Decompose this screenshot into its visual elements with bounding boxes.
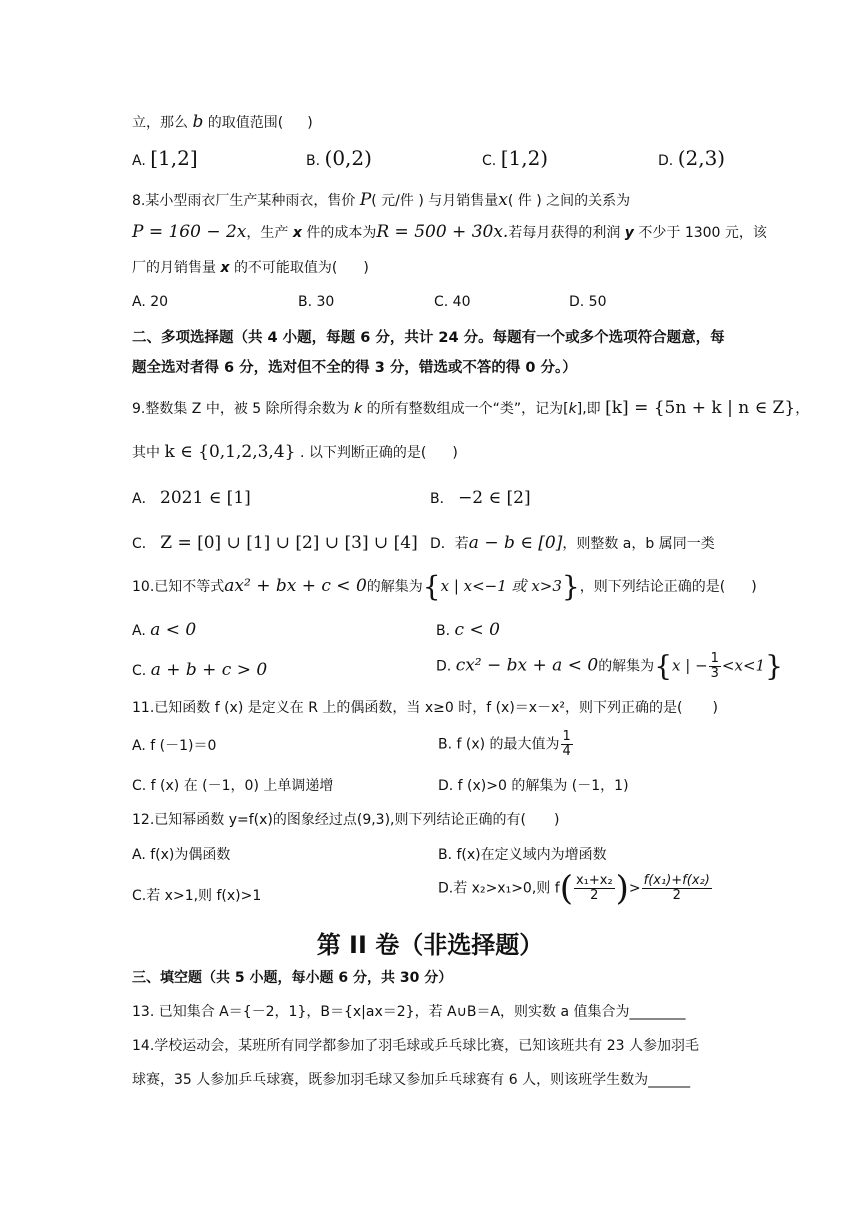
q12-text: 12.已知幂函数 y=f(x)的图象经过点(9,3),则下列结论正确的有(	[132, 812, 526, 828]
q10-option-formula: a < 0	[150, 620, 197, 640]
q8-text: 件的成本为	[306, 225, 377, 241]
q8-line1	[132, 190, 630, 211]
q11-stem	[132, 698, 718, 718]
q9-var-k: k	[568, 401, 577, 417]
q10-brace-right: }	[561, 570, 580, 603]
q11-option-text: B. f (x) 的最大值为	[438, 736, 560, 753]
q7-stem	[132, 112, 313, 133]
q8-text: 不少于 1300 元，该	[638, 225, 767, 241]
q11-option-c: C. f (x) 在 (－1，0) 上单调递增	[132, 778, 334, 794]
q8-option-d: D. 50	[569, 294, 607, 310]
fraction-denominator: 4	[562, 744, 571, 759]
q8-var-x: x	[292, 225, 302, 241]
q7-option-b	[306, 148, 372, 171]
q10-option-label: D.	[436, 658, 452, 675]
fraction-denominator: 2	[590, 888, 599, 903]
q13-text: 13. 已知集合 A＝{－2，1}，B＝{x|ax＝2}，若 A∪B＝A，则实数 a 值集合为________	[132, 1004, 686, 1020]
q10-text: ，则下列结论正确的是(	[579, 579, 726, 595]
q12-option-b: B. f(x)在定义域内为增函数	[438, 847, 607, 863]
q12-option-a: A. f(x)为偶函数	[132, 847, 231, 863]
q14-line1: 14.学校运动会，某班所有同学都参加了羽毛球或乒乓球比赛，已知该班共有 23 人参加羽毛	[132, 1038, 699, 1054]
q12-paren-right: )	[615, 868, 629, 909]
fraction-denominator: 2	[672, 888, 681, 903]
q9-option-d	[430, 533, 715, 554]
q9-text: 其中	[132, 445, 160, 461]
q8-line3	[132, 258, 369, 278]
q9-text: )	[452, 445, 458, 461]
q10-text: 10.已知不等式	[132, 579, 225, 595]
q7-option-value: [1,2]	[150, 146, 198, 170]
q12-option-c: C.若 x>1,则 f(x)>1	[132, 888, 262, 904]
q9-set-formula: [k] = {5n + k | n ∈ Z}	[605, 398, 796, 418]
q10-option-formula: cx² − bx + a < 0	[455, 655, 599, 676]
q12-fraction-1	[574, 874, 615, 903]
q7-text: 立，那么	[132, 115, 188, 131]
q11-text: )	[712, 700, 718, 716]
q10-option-c	[132, 660, 267, 681]
q9-option-formula: −2 ∈ [2]	[458, 488, 531, 508]
fraction-numerator: x₁+x₂	[575, 873, 613, 888]
q7-option-label: A.	[132, 153, 146, 169]
q7-option-label: C.	[482, 153, 497, 169]
q10-option-d	[436, 649, 783, 683]
fraction-numerator: 1	[710, 651, 719, 666]
q9-option-c	[132, 533, 418, 554]
q10-inequality: ax² + bx + c < 0	[224, 576, 367, 596]
q9-line1	[132, 398, 809, 419]
q8-price-formula: P = 160 − 2x	[132, 222, 247, 242]
q8-text: 的不可能取值为(	[233, 260, 338, 276]
q11-text: 11.已知函数 f (x) 是定义在 R 上的偶函数，当 x≥0 时，f (x)＝x－x²，则下列正确的是(	[132, 700, 683, 716]
q10-option-a	[132, 620, 196, 641]
q7-option-d	[658, 148, 725, 171]
q8-var-x: x	[498, 190, 508, 210]
q9-option-label: B．	[430, 491, 454, 507]
q10-d-brace-left: {	[654, 649, 673, 683]
q10-d-fraction	[709, 652, 721, 681]
q10-d-set: x | −	[672, 656, 708, 675]
q8-text: ，生产	[246, 225, 289, 241]
q9-text: 9.整数集 Z 中，被 5 除所得余数为	[132, 401, 350, 417]
part2-title: 第 II 卷（非选择题）	[316, 931, 544, 959]
q12-text: )	[553, 812, 560, 828]
q8-text: ( 件 ) 之间的关系为	[507, 193, 631, 209]
fraction-numerator: f(x₁)+f(x₂)	[643, 873, 710, 888]
q9-option-formula: Z = [0] ∪ [1] ∪ [2] ∪ [3] ∪ [4]	[160, 533, 418, 553]
q8-option-a: A. 20	[132, 294, 169, 310]
q7-option-value: (0,2)	[324, 146, 372, 170]
q7-option-value: [1,2)	[500, 146, 549, 170]
q9-option-label: A．	[132, 491, 156, 507]
q9-line2	[132, 442, 458, 463]
q9-var-k: k	[354, 401, 363, 417]
q7-option-label: B.	[306, 153, 321, 169]
q10-solution-set: x | x<−1 或 x>3	[440, 577, 562, 595]
q11-option-d: D. f (x)>0 的解集为 (－1，1)	[438, 778, 629, 794]
q10-option-label: C.	[132, 663, 147, 679]
q8-line2	[132, 222, 767, 243]
q10-d-set: <x<1	[721, 656, 766, 675]
q8-text: ( 元/件 ) 与月销售量	[371, 193, 499, 209]
q9-option-b	[430, 488, 531, 509]
q11-fraction	[561, 730, 573, 759]
q10-option-label: A.	[132, 623, 146, 639]
q9-option-formula: 2021 ∈ [1]	[160, 488, 251, 508]
q8-text: 厂的月销售量	[132, 260, 216, 276]
q10-option-formula: a + b + c > 0	[150, 660, 268, 680]
q10-option-formula: c < 0	[454, 620, 500, 640]
q8-text: 若每月获得的利润	[508, 225, 621, 241]
q9-text: ，	[795, 401, 810, 417]
q10-option-text: 的解集为	[598, 658, 655, 675]
q10-stem	[132, 570, 757, 603]
q7-option-value: (2,3)	[677, 146, 726, 170]
q7-option-c	[482, 148, 548, 171]
q9-text: . 以下判断正确的是(	[299, 445, 427, 461]
q7-text2: 的取值范围(	[207, 115, 284, 131]
q8-text: 8.某小型雨衣厂生产某种雨衣，售价	[132, 193, 356, 209]
q12-greater-than: >	[628, 880, 641, 897]
q9-option-label: D．若	[430, 536, 469, 552]
q12-paren-left: (	[559, 868, 573, 909]
q12-option-text: D.若 x₂>x₁>0,则 f	[438, 880, 560, 897]
q8-option-b: B. 30	[298, 294, 335, 310]
q7-option-a	[132, 148, 198, 171]
q8-var-x: x	[220, 260, 230, 276]
q7-var: b	[192, 112, 204, 132]
q9-option-text: ，则整数 a，b 属同一类	[562, 536, 715, 552]
q10-option-label: B.	[436, 623, 451, 639]
q8-var-p: P	[359, 190, 372, 210]
fraction-numerator: 1	[562, 729, 571, 744]
q11-option-a: A. f (－1)＝0	[132, 738, 217, 754]
q12-fraction-2	[642, 874, 712, 903]
q9-text: ],即	[576, 401, 601, 417]
q7-option-label: D.	[658, 153, 674, 169]
section3-heading: 三、填空题（共 5 小题，每小题 6 分，共 30 分）	[132, 970, 453, 986]
q9-option-label: C．	[132, 536, 156, 552]
q8-text: )	[363, 260, 369, 276]
section2-heading-line2: 题全选对者得 6 分，选对但不全的得 3 分，错选或不答的得 0 分。）	[132, 360, 577, 376]
q10-d-brace-right: }	[765, 649, 783, 683]
q12-option-d	[438, 868, 713, 909]
q7-close: )	[307, 115, 313, 131]
q11-option-b	[438, 730, 574, 759]
q10-text: 的解集为	[366, 579, 423, 595]
section2-heading-line1: 二、多项选择题（共 4 小题，每题 6 分，共计 24 分。每题有一个或多个选项符合题意，每	[132, 330, 725, 346]
q8-option-c: C. 40	[434, 294, 471, 310]
q8-var-y: y	[624, 225, 634, 241]
q10-brace-left: {	[422, 570, 441, 603]
q10-text: )	[751, 579, 757, 595]
q14-line2: 球赛，35 人参加乒乓球赛，既参加羽毛球又参加乒乓球赛有 6 人，则该班学生数为______	[132, 1072, 691, 1088]
q10-option-b	[436, 620, 500, 641]
q12-stem	[132, 810, 559, 830]
q9-text: 的所有整数组成一个“类”，记为[	[366, 401, 569, 417]
q9-option-a	[132, 488, 251, 509]
q9-k-range: k ∈ {0,1,2,3,4}	[164, 442, 296, 462]
fraction-denominator: 3	[710, 666, 719, 681]
q8-cost-formula: R = 500 + 30x.	[376, 222, 509, 242]
q9-option-formula: a − b ∈ [0]	[468, 533, 563, 553]
